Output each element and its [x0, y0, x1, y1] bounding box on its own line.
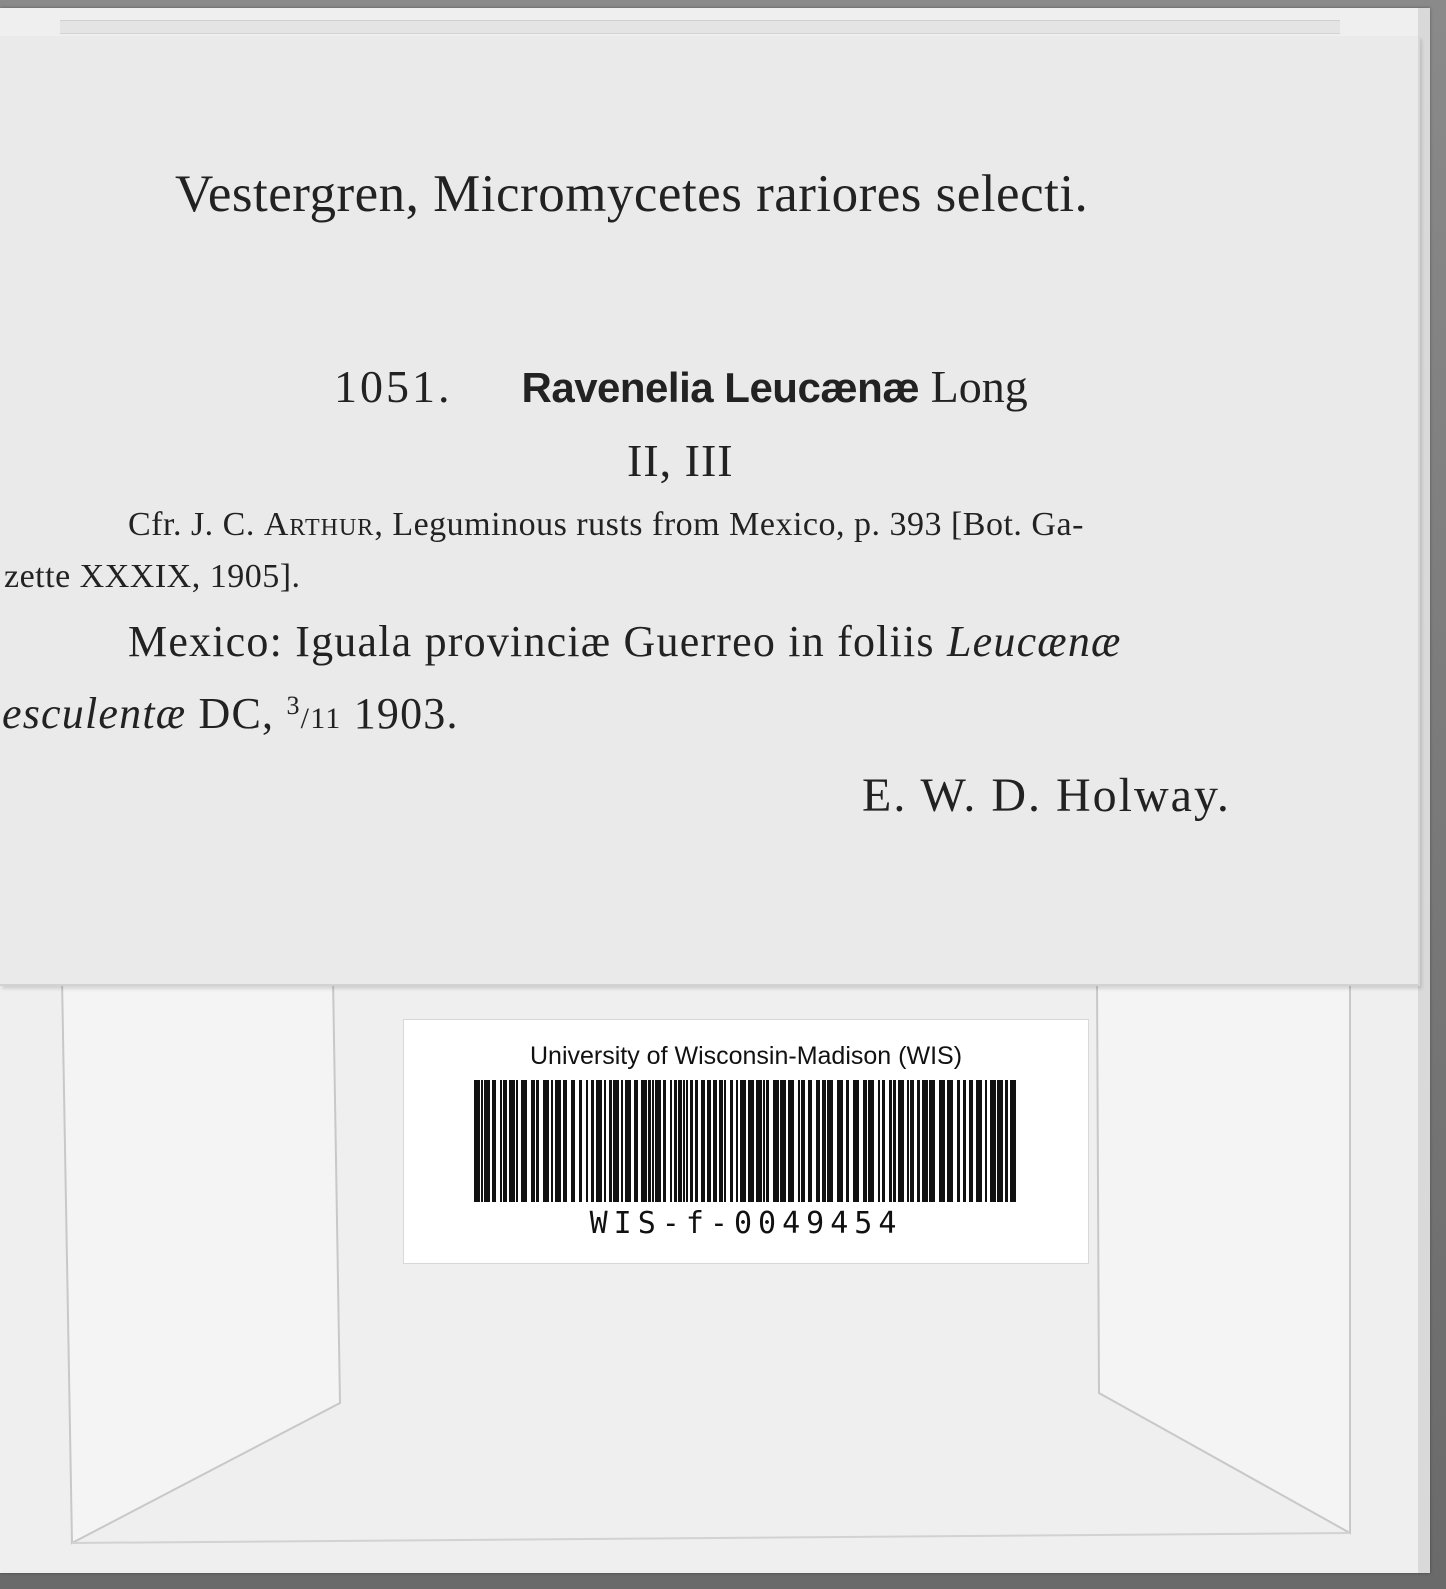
- barcode-bar: [695, 1080, 698, 1202]
- barcode-bar: [910, 1080, 914, 1202]
- barcode-bar: [663, 1080, 666, 1202]
- barcode-bar: [509, 1080, 515, 1202]
- barcode-bar: [740, 1080, 746, 1202]
- barcode-label: [403, 1019, 1089, 1264]
- barcode-bar: [788, 1080, 794, 1202]
- barcode-bar: [846, 1080, 849, 1202]
- host-species: esculentæ: [2, 689, 187, 738]
- host-genus: Leucænæ: [946, 617, 1122, 666]
- barcode-bar: [551, 1080, 553, 1202]
- barcode-bar: [724, 1080, 726, 1202]
- packet-bottom-edge: [72, 1533, 1350, 1543]
- reference-line-2: zette XXXIX, 1905].: [4, 558, 301, 595]
- barcode-bar: [500, 1080, 502, 1202]
- barcode-bar: [655, 1080, 661, 1202]
- spore-stages: II, III: [627, 435, 734, 486]
- barcode-bar: [1010, 1080, 1016, 1202]
- locality-line-1: [128, 616, 1122, 667]
- barcode-bar: [652, 1080, 654, 1202]
- barcode-bar: [827, 1080, 833, 1202]
- barcode-bar: [670, 1080, 672, 1202]
- barcode-bar: [536, 1080, 539, 1202]
- host-author: DC,: [198, 689, 275, 738]
- barcode-bar: [648, 1080, 651, 1202]
- specimen-label: [0, 36, 1420, 986]
- barcode-bar: [969, 1080, 973, 1202]
- barcode-bar: [756, 1080, 762, 1202]
- barcode-bar: [801, 1080, 805, 1202]
- taxon-author: Long: [930, 361, 1028, 412]
- packet-right-flap: [1097, 978, 1350, 1533]
- barcode-bar: [868, 1080, 874, 1202]
- taxon-line: [334, 360, 1028, 413]
- barcode-bar: [963, 1080, 966, 1202]
- reference-rest: , Leguminous rusts from Mexico, p. 393 [Bot. Ga-: [374, 506, 1084, 543]
- barcode-bar: [591, 1080, 594, 1202]
- barcode-bar: [878, 1080, 880, 1202]
- barcode-bar: [907, 1080, 909, 1202]
- barcode-bar: [947, 1080, 953, 1202]
- barcode-bar: [719, 1080, 723, 1202]
- barcode-bar: [634, 1080, 638, 1202]
- barcode-bar: [773, 1080, 779, 1202]
- barcode-bar: [957, 1080, 960, 1202]
- barcode-bar: [780, 1080, 786, 1202]
- barcode-bar: [555, 1080, 561, 1202]
- barcode-bar: [837, 1080, 843, 1202]
- barcode-bar: [674, 1080, 677, 1202]
- reference-prefix: Cfr. J. C.: [128, 506, 255, 543]
- barcode-bar: [929, 1080, 935, 1202]
- barcode-bar: [701, 1080, 705, 1202]
- barcode-bar: [976, 1080, 982, 1202]
- barcode-bars: [474, 1080, 1022, 1202]
- barcode-bar: [898, 1080, 904, 1202]
- barcode-bar: [686, 1080, 688, 1202]
- barcode-bar: [1005, 1080, 1008, 1202]
- barcode-bar: [609, 1080, 612, 1202]
- barcode-bar: [985, 1080, 987, 1202]
- barcode-bar: [730, 1080, 733, 1202]
- barcode-bar: [521, 1080, 527, 1202]
- packet-left-flap: [62, 978, 340, 1543]
- barcode-bar: [939, 1080, 945, 1202]
- barcode-bar: [853, 1080, 859, 1202]
- barcode-code: WIS-f-0049454: [589, 1206, 903, 1241]
- date-day: 3: [286, 691, 301, 720]
- barcode-bar: [683, 1080, 685, 1202]
- barcode-bar: [641, 1080, 647, 1202]
- barcode-bar: [808, 1080, 812, 1202]
- date-month: 11: [310, 702, 342, 735]
- barcode-bar: [579, 1080, 582, 1202]
- barcode-bar: [766, 1080, 769, 1202]
- barcode-bar: [889, 1080, 892, 1202]
- barcode-institution: University of Wisconsin-Madison (WIS): [529, 1042, 963, 1070]
- barcode-bar: [990, 1080, 996, 1202]
- barcode-bar: [516, 1080, 518, 1202]
- reference-line-1: [128, 506, 1084, 544]
- barcode-bar: [798, 1080, 800, 1202]
- barcode-bar: [997, 1080, 1003, 1202]
- barcode-bar: [713, 1080, 717, 1202]
- barcode-bar: [893, 1080, 896, 1202]
- barcode-bar: [543, 1080, 549, 1202]
- date-year: 1903.: [353, 689, 459, 738]
- barcode-bar: [621, 1080, 623, 1202]
- barcode-bar: [748, 1080, 754, 1202]
- reference-author: Arthur: [263, 506, 375, 543]
- barcode-bar: [763, 1080, 765, 1202]
- taxon-name: Ravenelia Leucænæ: [521, 364, 920, 411]
- barcode-bar: [816, 1080, 820, 1202]
- collector: E. W. D. Holway.: [862, 769, 1231, 822]
- series-title: Vestergren, Micromycetes rariores selecti.: [175, 165, 1089, 223]
- barcode-bar: [484, 1080, 490, 1202]
- barcode-bar: [531, 1080, 535, 1202]
- barcode-bar: [690, 1080, 693, 1202]
- exsiccata-number: 1051.: [334, 361, 453, 412]
- barcode-bar: [736, 1080, 738, 1202]
- barcode-bar: [922, 1080, 928, 1202]
- barcode-bar: [678, 1080, 682, 1202]
- barcode-bar: [492, 1080, 496, 1202]
- barcode-bar: [563, 1080, 567, 1202]
- barcode-bar: [586, 1080, 588, 1202]
- barcode-bar: [503, 1080, 507, 1202]
- barcode-bar: [863, 1080, 867, 1202]
- barcode-bar: [822, 1080, 826, 1202]
- barcode-bar: [604, 1080, 606, 1202]
- barcode-bar: [625, 1080, 631, 1202]
- barcode-bar: [882, 1080, 885, 1202]
- barcode-bar: [707, 1080, 711, 1202]
- barcode-bar: [571, 1080, 575, 1202]
- locality-text: Mexico: Iguala provinciæ Guerreo in foliis: [128, 617, 935, 666]
- barcode-bar: [474, 1080, 480, 1202]
- barcode-bar: [613, 1080, 619, 1202]
- barcode-bar: [917, 1080, 920, 1202]
- barcode-bar: [481, 1080, 483, 1202]
- barcode-bar: [596, 1080, 602, 1202]
- locality-line-2: esculentæ DC, $^3$/11 1903.: [2, 689, 459, 738]
